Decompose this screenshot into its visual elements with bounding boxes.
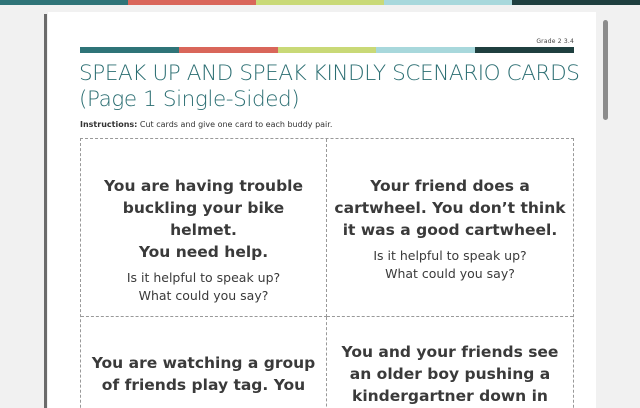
card-scenario-text <box>88 139 320 263</box>
header-color-bar <box>80 47 574 53</box>
top-strip-segment <box>384 0 512 5</box>
instructions-text: Cut cards and give one card to each buddy pair. <box>137 120 333 129</box>
card-questions <box>334 247 566 283</box>
card-questions <box>88 269 320 305</box>
top-color-strip <box>0 0 640 5</box>
color-bar-segment <box>376 47 475 53</box>
vertical-scrollbar-thumb[interactable] <box>603 20 608 120</box>
card-question: Is it helpful to speak up? <box>126 270 281 285</box>
card-line: cartwheel. You don’t think <box>334 199 566 217</box>
title-line-2: (Page 1 Single-Sided) <box>79 87 300 112</box>
top-strip-segment <box>512 0 640 5</box>
page-left-rule <box>44 14 47 408</box>
card-question: What could you say? <box>138 288 269 303</box>
top-strip-segment <box>256 0 384 5</box>
grade-label: Grade 2 3.4 <box>536 38 574 45</box>
instructions <box>80 120 332 129</box>
card-question: What could you say? <box>385 266 515 281</box>
document-page <box>48 12 596 408</box>
card-line: it was a good cartwheel. <box>342 221 558 239</box>
top-strip-segment <box>128 0 256 5</box>
card-line: You are watching a group <box>91 354 316 372</box>
card-scenario-text <box>88 317 320 396</box>
card-line: of friends play tag. You <box>101 376 306 394</box>
scenario-card <box>327 317 573 408</box>
card-line: You and your friends see <box>341 343 559 361</box>
card-scenario-text <box>334 317 566 407</box>
scenario-card <box>81 139 327 317</box>
card-line: You need help. <box>138 243 269 261</box>
instructions-label: Instructions: <box>80 120 138 129</box>
card-line: buckling your bike helmet. <box>122 199 285 239</box>
card-scenario-text <box>334 139 566 241</box>
card-line: You are having trouble <box>104 177 303 195</box>
color-bar-segment <box>278 47 377 53</box>
card-question: Is it helpful to speak up? <box>373 248 527 263</box>
card-line: kindergartner down in <box>352 387 548 405</box>
card-line: an older boy pushing a <box>349 365 551 383</box>
page-title <box>79 61 589 113</box>
title-line-1: SPEAK UP AND SPEAK KINDLY SCENARIO CARDS <box>79 61 580 86</box>
scenario-card <box>327 139 573 317</box>
color-bar-segment <box>80 47 179 53</box>
card-line: Your friend does a <box>370 177 530 195</box>
scenario-card <box>81 317 327 408</box>
color-bar-segment <box>475 47 574 53</box>
scenario-card-grid <box>80 138 574 408</box>
color-bar-segment <box>179 47 278 53</box>
top-strip-segment <box>0 0 128 5</box>
